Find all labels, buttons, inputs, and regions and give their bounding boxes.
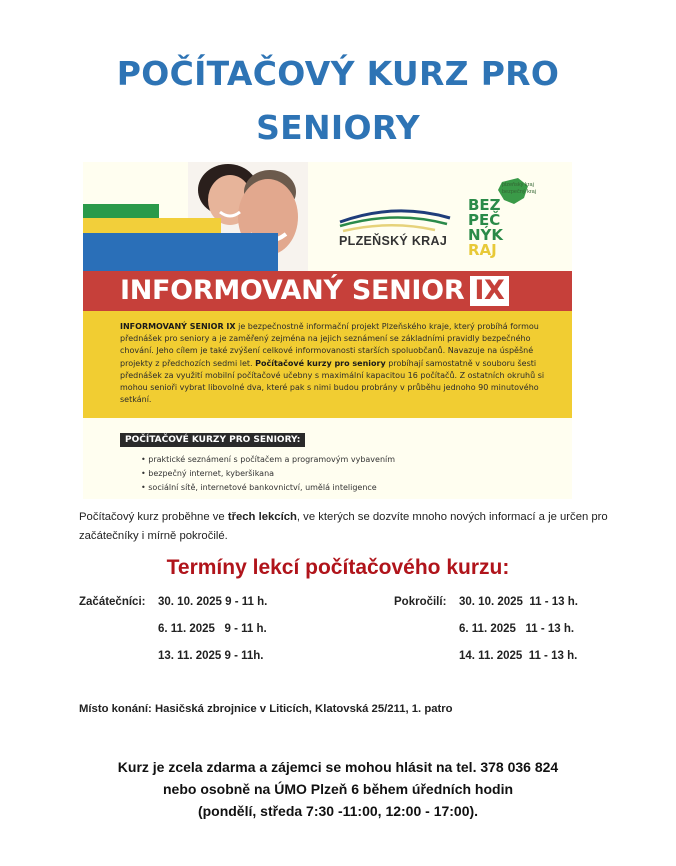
courses-heading: POČÍTAČOVÉ KURZY PRO SENIORY: <box>120 433 305 447</box>
bezpecny-kraj-small-text: plzeňský kraj bezpečný kraj <box>502 182 536 195</box>
intro-text: Počítačový kurz proběhne ve třech lekcích, ve kterých se dozvíte mnoho nových informací a je určen pro začátečníky i mírně pokročilé. <box>79 511 608 542</box>
banner-title: INFORMOVANÝ SENIOR IX <box>120 275 509 306</box>
advanced-date: 30. 10. 2025 11 - 13 h. <box>459 596 578 608</box>
advanced-date: 14. 11. 2025 11 - 13 h. <box>459 650 578 662</box>
contact-line: Kurz je zcela zdarma a zájemci se mohou hlásit na tel. 378 036 824 <box>117 759 559 775</box>
courses-list <box>141 453 395 495</box>
course-item: • bezpečný internet, kyberšikana <box>141 467 395 481</box>
beginners-date: 13. 11. 2025 9 - 11h. <box>158 650 264 662</box>
advanced-label: Pokročilí: <box>394 596 447 608</box>
page-title-line2: SENIORY <box>256 108 420 147</box>
course-item: • sociální sítě, internetové bankovnictví, umělá inteligence <box>141 481 395 495</box>
blue-stripe <box>83 233 278 271</box>
plzensky-kraj-logo-text: PLZEŇSKÝ KRAJ <box>339 234 448 248</box>
beginners-label: Začátečníci: <box>79 596 146 608</box>
advanced-date: 6. 11. 2025 11 - 13 h. <box>459 623 575 635</box>
banner-badge: IX <box>470 276 508 306</box>
contact-line: nebo osobně na ÚMO Plzeň 6 během úředních hodin <box>162 781 514 797</box>
yellow-stripe <box>83 218 221 233</box>
page-title-line1: POČÍTAČOVÝ KURZ PRO <box>116 54 560 93</box>
project-description: INFORMOVANÝ SENIOR IX je bezpečnostně informační projekt Plzeňského kraje, který probíhá formou přednášek pro seniory a je zaměřený zejména na jejich seznámení se základními pravidly bezpečného chování. Jeho cílem je také zvýšení celkové informovanosti starších spoluobčanů. Navazuje na úspěšné projekty z předchozích sedmi let. Počítačové kurzy pro seniory probíhají samostatně v souboru šesti přednášek za využití mobilní počítačové učebny s maximální kapacitou 16 počítačů. Z ostatních okruhů si mohou senioři vybrat libovolné dva, které pak s nimi budou probrány v průběhu jednoho 90 minutového setkání. <box>120 322 545 405</box>
green-stripe <box>83 204 159 218</box>
contact-line: (pondělí, středa 7:30 -11:00, 12:00 - 17:00). <box>197 803 479 819</box>
course-item: • praktické seznámení s počítačem a programovým vybavením <box>141 453 395 467</box>
flyer-image <box>83 162 572 499</box>
location-text: Místo konání: Hasičská zbrojnice v Liticích, Klatovská 25/211, 1. patro <box>79 703 453 715</box>
beginners-date: 30. 10. 2025 9 - 11 h. <box>158 596 268 608</box>
bezpecny-kraj-logo: BEZ PEČ NÝK RAJ <box>468 196 504 259</box>
beginners-date: 6. 11. 2025 9 - 11 h. <box>158 623 267 635</box>
schedule-heading: Termíny lekcí počítačového kurzu: <box>166 556 510 579</box>
